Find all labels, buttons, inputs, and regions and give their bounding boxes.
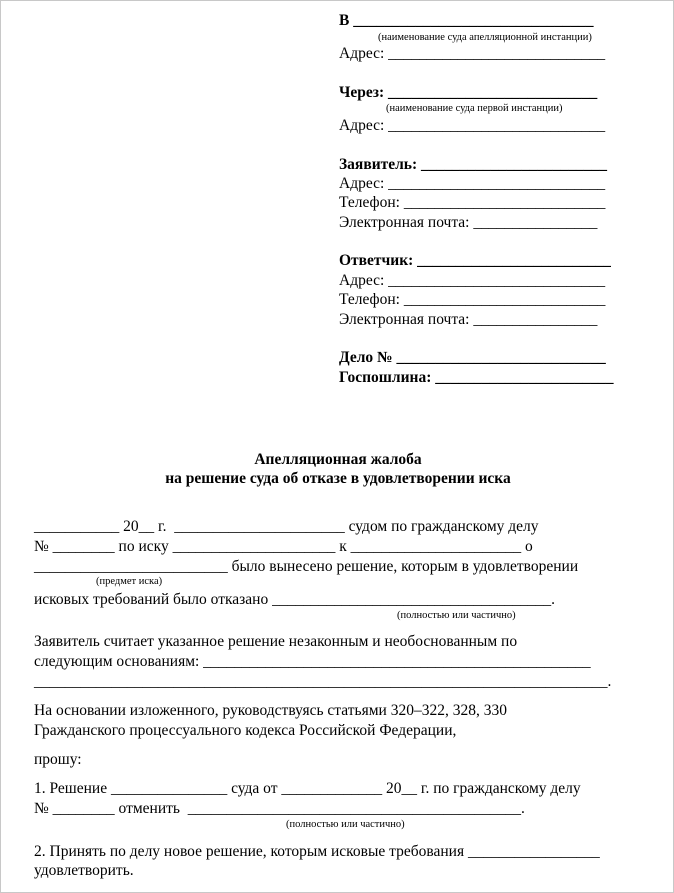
via-court-line: Через: ___________________________ — [339, 84, 598, 101]
body-line: Гражданского процессуального кодекса Российской Федерации, — [34, 722, 457, 739]
body-line: следующим основаниям: __________________________________________________ — [34, 653, 591, 670]
request-item-1-cont: № ________ отменить ___________________________________________. — [34, 800, 525, 817]
body-line: исковых требований было отказано ____________________________________. — [34, 591, 555, 608]
state-fee-line: Госпошлина: _______________________ — [339, 369, 614, 386]
body-line: _________________________ было вынесено решение, которым в удовлетворении — [34, 558, 579, 575]
body-line: ___________ 20__ г. ______________________ судом по гражданскому делу — [34, 518, 539, 535]
via-court-note: (наименование суда первой инстанции) — [386, 103, 563, 114]
respondent-email-line: Электронная почта: ________________ — [339, 311, 598, 328]
via-address-line: Адрес: ____________________________ — [339, 117, 606, 134]
body-line: __________________________________________________________________________. — [34, 673, 612, 690]
body-line: № ________ по иску _____________________ к ______________________ о — [34, 538, 533, 555]
respondent-address-line: Адрес: ____________________________ — [339, 272, 606, 289]
extent-note: (полностью или частично) — [286, 819, 405, 830]
addressee-address-line: Адрес: ____________________________ — [339, 45, 606, 62]
request-heading: прошу: — [34, 751, 82, 768]
request-item-2-cont: удовлетворить. — [34, 862, 134, 879]
respondent-line: Ответчик: _________________________ — [339, 252, 611, 269]
case-number-line: Дело № ___________________________ — [339, 349, 606, 366]
addressee-court-note: (наименование суда апелляционной инстанции) — [378, 32, 592, 43]
request-item-2: 2. Принять по делу новое решение, которым исковые требования _________________ — [34, 843, 600, 860]
request-item-1: 1. Решение _______________ суда от _____________ 20__ г. по гражданскому делу — [34, 780, 581, 797]
body-line: На основании изложенного, руководствуясь статьями 320–322, 328, 330 — [34, 702, 507, 719]
applicant-email-line: Электронная почта: ________________ — [339, 214, 598, 231]
addressee-court-line: В _______________________________ — [339, 12, 594, 29]
claim-subject-note: (предмет иска) — [96, 576, 163, 587]
document-title: Апелляционная жалоба — [254, 451, 422, 468]
applicant-phone-line: Телефон: __________________________ — [339, 194, 606, 211]
body-line: Заявитель считает указанное решение незаконным и необоснованным по — [34, 633, 518, 650]
applicant-line: Заявитель: ________________________ — [339, 156, 608, 173]
applicant-address-line: Адрес: ____________________________ — [339, 175, 606, 192]
respondent-phone-line: Телефон: __________________________ — [339, 291, 606, 308]
extent-note: (полностью или частично) — [397, 610, 516, 621]
document-subtitle: на решение суда об отказе в удовлетворении иска — [165, 470, 511, 487]
